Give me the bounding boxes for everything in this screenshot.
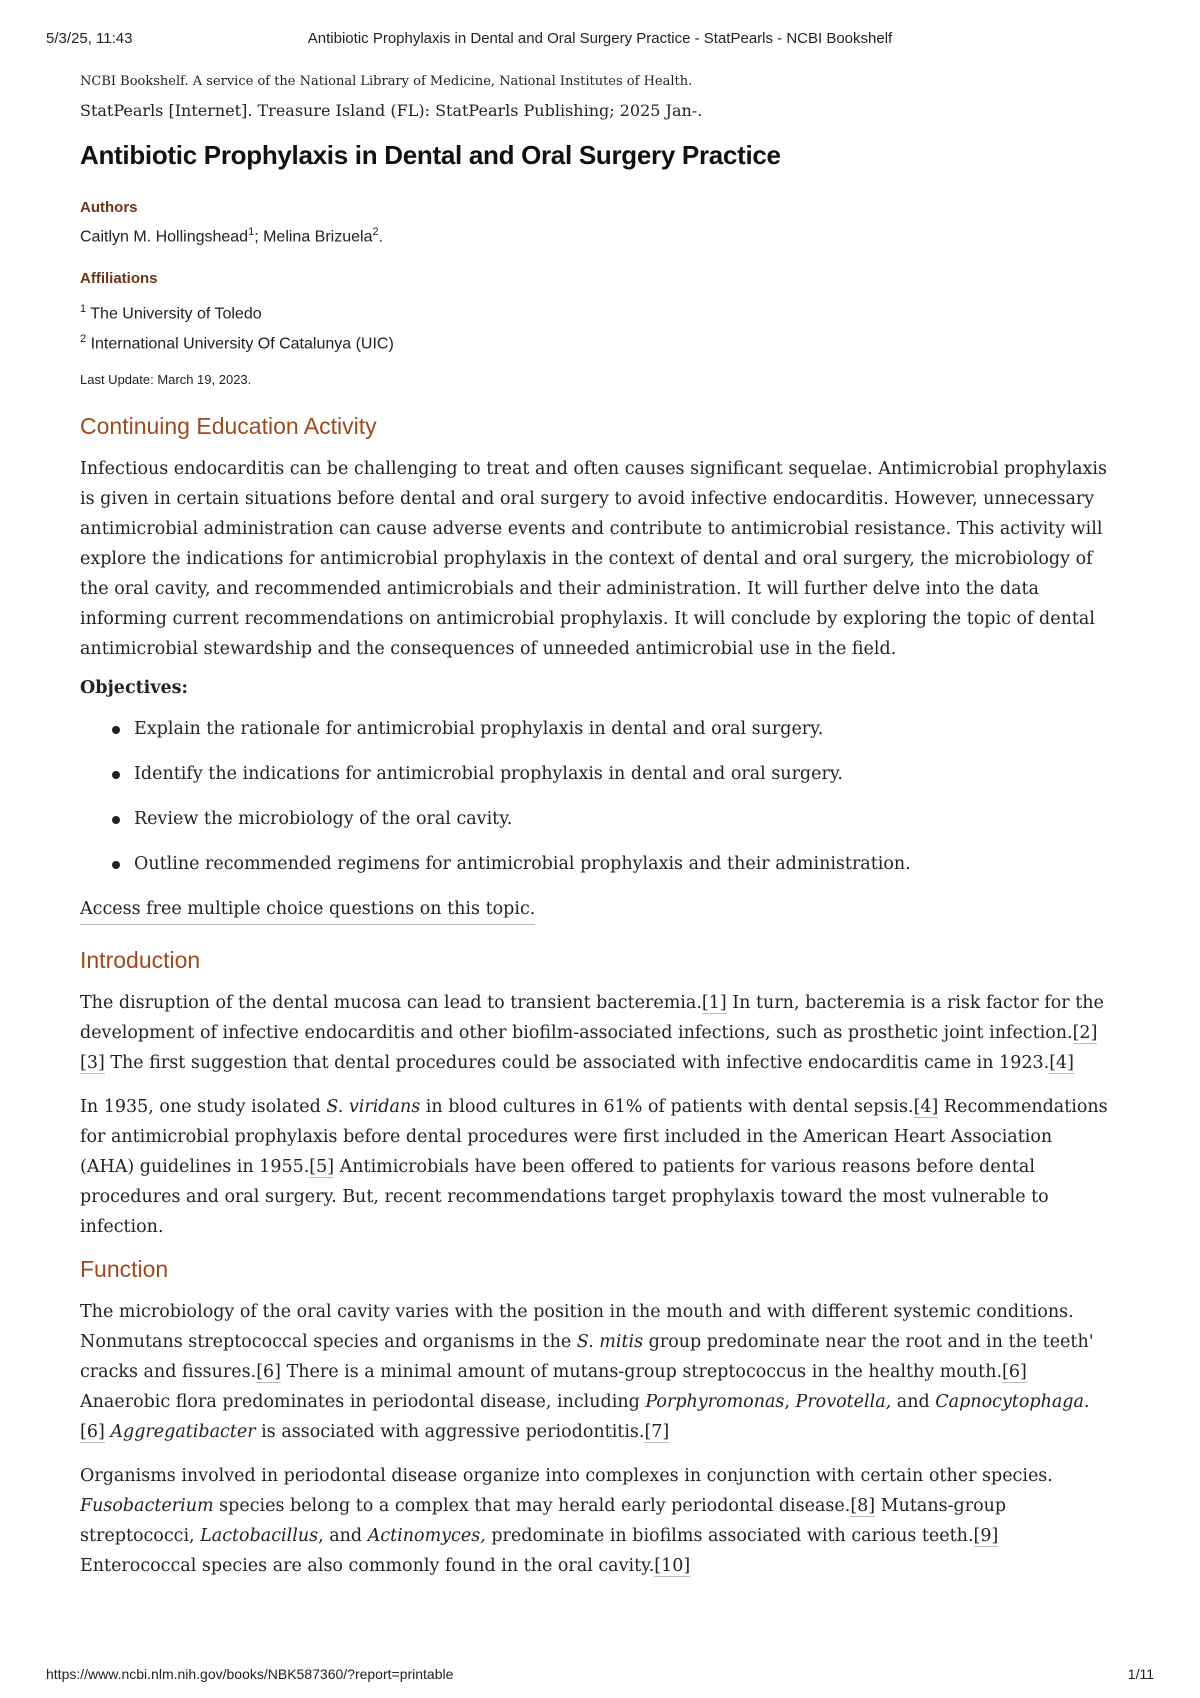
citation-link[interactable]: [4] [1049,1052,1075,1073]
article-content [80,70,1110,1595]
citation-link[interactable]: [7] [644,1421,670,1442]
affiliations-label: Affiliations [80,270,158,288]
print-datetime: 5/3/25, 11:43 [46,30,133,47]
citation-link[interactable]: [8] [850,1495,876,1516]
author-name[interactable]: Melina Brizuela [263,228,373,246]
continuing-education-paragraph: Infectious endocarditis can be challenging to treat and often causes significant sequelae. Antimicrobial prophylaxis is given in certain situations before dental and oral surgery to avoid infective endocarditis. However, unnecessary antimicrobial administration can cause adverse events and contribute to antimicrobial resistance. This activity will explore the indications for antimicrobial prophylaxis in the context of dental and oral surgery, the microbiology of the oral cavity, and recommended antimicrobials and their administration. It will further delve into the data informing current recommendations on antimicrobial prophylaxis. It will conclude by exploring the topic of dental antimicrobial stewardship and the consequences of unneeded antimicrobial use in the field. [80,458,1107,659]
print-url: https://www.ncbi.nlm.nih.gov/books/NBK587360/?report=printable [46,1666,454,1682]
citation-link[interactable]: [9] [973,1525,999,1546]
author-affiliation-number: 2 [372,226,379,238]
publication-line: StatPearls [Internet]. Treasure Island (FL): StatPearls Publishing; 2025 Jan-. [80,101,703,120]
access-questions-link[interactable]: Access free multiple choice questions on this topic. [80,894,535,925]
function-paragraph: Organisms involved in periodontal disease organize into complexes in conjunction with certain other species. Fusobacterium species belong to a complex that may herald early periodontal disease.[8] Mutans-group streptococci, Lactobacillus, and Actinomyces, predominate in biofilms associated with carious teeth.[9] Enterococcal species are also commonly found in the oral cavity.[10] [80,1465,1053,1576]
page-title: Antibiotic Prophylaxis in Dental and Oral Surgery Practice [80,140,781,170]
page-number: 1/11 [1127,1666,1154,1682]
citation-link[interactable]: [6] [80,1421,105,1442]
print-header [46,30,1154,50]
authors-label: Authors [80,199,138,216]
citation-link[interactable]: [3] [80,1052,105,1073]
introduction-paragraph: In 1935, one study isolated S. viridans in blood cultures in 61% of patients with dental sepsis.[4] Recommendations for antimicrobial prophylaxis before dental procedures were first included in the American Heart Association (AHA) guidelines in 1955.[5] Antimicrobials have been offered to patients for various reasons before dental procedures and oral surgery. But, recent recommendations target prophylaxis toward the most vulnerable to infection. [80,1096,1108,1237]
citation-link[interactable]: [5] [309,1156,335,1177]
affiliation-item: $^2$ International University Of Catalunya (UIC) [80,332,394,352]
list-item: Explain the rationale for antimicrobial prophylaxis in dental and oral surgery. [134,714,1110,744]
print-document-title: Antibiotic Prophylaxis in Dental and Oral Surgery Practice - StatPearls - NCBI Bookshelf [307,30,893,47]
authors-list: Caitlyn M. Hollingshead$^1$; Melina Brizuela$^2$. [80,226,384,246]
introduction-paragraph: The disruption of the dental mucosa can lead to transient bacteremia.[1] In turn, bacteremia is a risk factor for the development of infective endocarditis and other biofilm-associated infections, such as prosthetic joint infection.[2][3] The first suggestion that dental procedures could be associated with infective endocarditis came in 1923.[4] [80,992,1104,1073]
objectives-list [80,714,1110,879]
objectives-label: Objectives: [80,677,188,698]
section-heading-introduction: Introduction [80,946,201,973]
bullet-icon [112,726,120,734]
citation-link[interactable]: [10] [654,1555,691,1576]
section-heading-function: Function [80,1255,169,1282]
citation-link[interactable]: [6] [256,1361,281,1382]
author-affiliation-number: 1 [248,226,255,238]
list-item: Outline recommended regimens for antimicrobial prophylaxis and their administration. [134,849,1110,879]
section-heading-continuing-education: Continuing Education Activity [80,412,377,439]
bullet-icon [112,861,120,869]
citation-link[interactable]: [1] [701,992,727,1013]
citation-link[interactable]: [4] [913,1096,939,1117]
list-item: Review the microbiology of the oral cavity. [134,804,1110,834]
citation-link[interactable]: [2] [1072,1022,1098,1043]
bullet-icon [112,771,120,779]
service-line: NCBI Bookshelf. A service of the National Library of Medicine, National Institutes of Health. [80,74,693,89]
author-name[interactable]: Caitlyn M. Hollingshead [80,228,249,246]
function-paragraph: The microbiology of the oral cavity varies with the position in the mouth and with different systemic conditions. Nonmutans streptococcal species and organisms in the S. mitis group predominate near the root and in the teeth' cracks and fissures.[6] There is a minimal amount of mutans-group streptococcus in the healthy mouth.[6] Anaerobic flora predominates in periodontal disease, including Porphyromonas, Provotella, and Capnocytophaga.[6] Aggregatibacter is associated with aggressive periodontitis.[7] [80,1301,1094,1442]
last-update: Last Update: March 19, 2023. [80,371,252,387]
citation-link[interactable]: [6] [1002,1361,1027,1382]
print-footer [46,1666,1154,1686]
bullet-icon [112,816,120,824]
affiliation-item: $^1$ The University of Toledo [80,303,262,323]
affiliations-list [80,297,1110,356]
list-item: Identify the indications for antimicrobial prophylaxis in dental and oral surgery. [134,759,1110,789]
